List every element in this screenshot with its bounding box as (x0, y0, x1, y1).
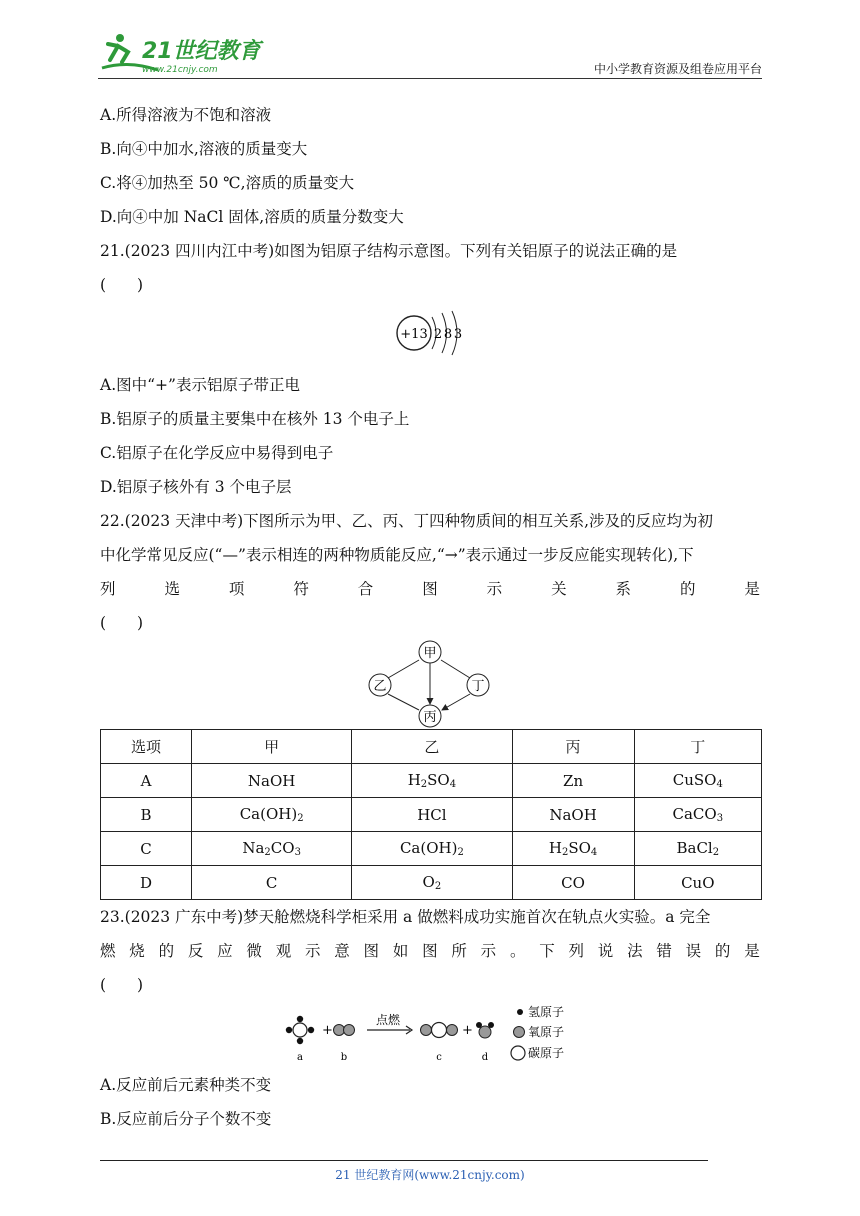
legend-carbon: 碳原子 (528, 1046, 565, 1060)
q22-answer-blank: ( ) (100, 614, 144, 632)
char: 关 (551, 580, 567, 598)
legend-hydrogen: 氢原子 (528, 1005, 565, 1019)
page-header (98, 30, 762, 78)
q23-option-b: B.反应前后分子个数不变 (100, 1110, 272, 1128)
q21-option-d: D.铝原子核外有 3 个电子层 (100, 478, 292, 496)
svg-text:+: + (322, 1023, 333, 1038)
q21-option-c: C.铝原子在化学反应中易得到电子 (100, 444, 334, 462)
q20-option-c: C.将④加热至 50 ℃,溶质的质量变大 (100, 174, 355, 192)
table-row (101, 764, 762, 798)
header-rule (98, 78, 762, 79)
table-header-row (101, 730, 762, 764)
shell-1-electrons: 2 (433, 327, 443, 342)
table-header-cell: 选项 (101, 730, 192, 764)
char: 说 (597, 942, 614, 960)
char: 下 (539, 942, 555, 960)
char: 意 (334, 942, 350, 960)
char: 反 (187, 942, 204, 960)
q20-option-b: B.向④中加水,溶液的质量变大 (100, 140, 308, 158)
q22-options-table (100, 729, 762, 900)
table-header-cell: 丙 (512, 730, 634, 764)
table-cell: $H_2SO_4$ (352, 764, 512, 798)
char: 是 (744, 942, 760, 960)
char: 燃 (100, 942, 116, 960)
table-cell: A (101, 764, 192, 798)
shell-3-electrons: 3 (453, 327, 463, 342)
q23-stem-line-1: 23.(2023 广东中考)梦天舱燃烧科学柜采用 a 做燃料成功实施首次在轨点火实验。a 完全 (100, 908, 711, 926)
legend-oxygen: 氧原子 (528, 1025, 565, 1039)
table-cell: $Na_2CO_3$ (192, 832, 352, 866)
node-bing: 丙 (423, 710, 437, 725)
char: 列 (568, 942, 585, 960)
char: 观 (275, 942, 292, 960)
char: 图 (363, 942, 380, 960)
q21-stem: 21.(2023 四川内江中考)如图为铝原子结构示意图。下列有关铝原子的说法正确的是 (100, 242, 678, 260)
q22-stem-line-1: 22.(2023 天津中考)下图所示为甲、乙、丙、丁四种物质间的相互关系,涉及的反应均为初 (100, 512, 714, 530)
char: 示 (486, 580, 503, 598)
table-cell: C (101, 832, 192, 866)
footer-rule (100, 1160, 708, 1161)
char: 示 (304, 942, 321, 960)
table-cell: Zn (512, 764, 634, 798)
char: 符 (293, 580, 309, 598)
char: 应 (217, 942, 233, 960)
char: 微 (246, 942, 262, 960)
char: 的 (714, 942, 731, 960)
char: 选 (164, 580, 180, 598)
table-cell: $O_2$ (352, 866, 512, 900)
table-cell: HCl (352, 798, 512, 832)
label-d: d (481, 1052, 489, 1063)
combustion-reaction-diagram (282, 1002, 582, 1066)
char: 如 (392, 942, 409, 960)
char: 错 (656, 942, 672, 960)
table-cell: CO (512, 866, 634, 900)
char: 图 (422, 942, 438, 960)
char: 示 (480, 942, 497, 960)
site-logo (98, 30, 268, 76)
table-cell: CuO (634, 866, 761, 900)
q22-stem-line-3 (100, 578, 760, 600)
char: 误 (685, 942, 702, 960)
q20-option-d: D.向④中加 NaCl 固体,溶质的质量分数变大 (100, 208, 404, 226)
char: 图 (422, 580, 438, 598)
aluminum-atom-diagram (392, 309, 472, 357)
table-cell: D (101, 866, 192, 900)
char: 所 (451, 942, 467, 960)
char: 烧 (129, 942, 145, 960)
substance-relation-diagram (366, 640, 496, 728)
char: 合 (357, 580, 374, 598)
table-cell: C (192, 866, 352, 900)
shell-2-electrons: 8 (443, 327, 453, 342)
char: 。 (509, 942, 526, 960)
reaction-condition: 点燃 (375, 1013, 401, 1027)
table-header-cell: 甲 (192, 730, 352, 764)
q21-answer-blank: ( ) (100, 276, 144, 294)
q21-option-a: A.图中“+”表示铝原子带正电 (100, 376, 300, 394)
table-header-cell: 丁 (634, 730, 761, 764)
table-row (101, 866, 762, 900)
svg-text:www.21cnjy.com: www.21cnjy.com (142, 65, 218, 75)
node-jia: 甲 (423, 646, 437, 661)
q23-stem-line-2 (100, 940, 760, 962)
svg-text:+: + (462, 1023, 473, 1038)
node-yi: 乙 (373, 679, 387, 694)
node-ding: 丁 (471, 679, 485, 694)
table-cell: CaCO$_3$ (634, 798, 761, 832)
q20-option-a: A.所得溶液为不饱和溶液 (100, 106, 272, 124)
table-cell: NaOH (192, 764, 352, 798)
table-cell: CuSO$_4$ (634, 764, 761, 798)
char: 法 (627, 942, 643, 960)
label-b: b (340, 1052, 348, 1063)
q22-stem-line-2: 中化学常见反应(“—”表示相连的两种物质能反应,“→”表示通过一步反应能实现转化),下 (100, 546, 694, 564)
svg-text:21世纪教育: 21世纪教育 (142, 39, 261, 64)
label-c: c (436, 1052, 442, 1063)
char: 的 (679, 580, 696, 598)
label-a: a (297, 1052, 303, 1063)
char: 系 (615, 580, 632, 598)
q23-option-a: A.反应前后元素种类不变 (100, 1076, 272, 1094)
nucleus-charge: +13 (400, 327, 428, 342)
table-cell: BaCl$_2$ (634, 832, 761, 866)
char: 列 (100, 580, 116, 598)
footer-text: 21 世纪教育网(www.21cnjy.com) (335, 1168, 525, 1182)
char: 的 (158, 942, 175, 960)
platform-name: 中小学教育资源及组卷应用平台 (593, 62, 762, 76)
table-header-cell: 乙 (352, 730, 512, 764)
table-cell: $Ca(OH)_2$ (352, 832, 512, 866)
q21-option-b: B.铝原子的质量主要集中在核外 13 个电子上 (100, 410, 410, 428)
table-row (101, 798, 762, 832)
table-cell: $H_2SO_4$ (512, 832, 634, 866)
char: 是 (744, 580, 760, 598)
table-cell: NaOH (512, 798, 634, 832)
char: 项 (228, 580, 245, 598)
table-cell: $Ca(OH)_2$ (192, 798, 352, 832)
table-cell: B (101, 798, 192, 832)
table-row (101, 832, 762, 866)
q23-answer-blank: ( ) (100, 976, 144, 994)
